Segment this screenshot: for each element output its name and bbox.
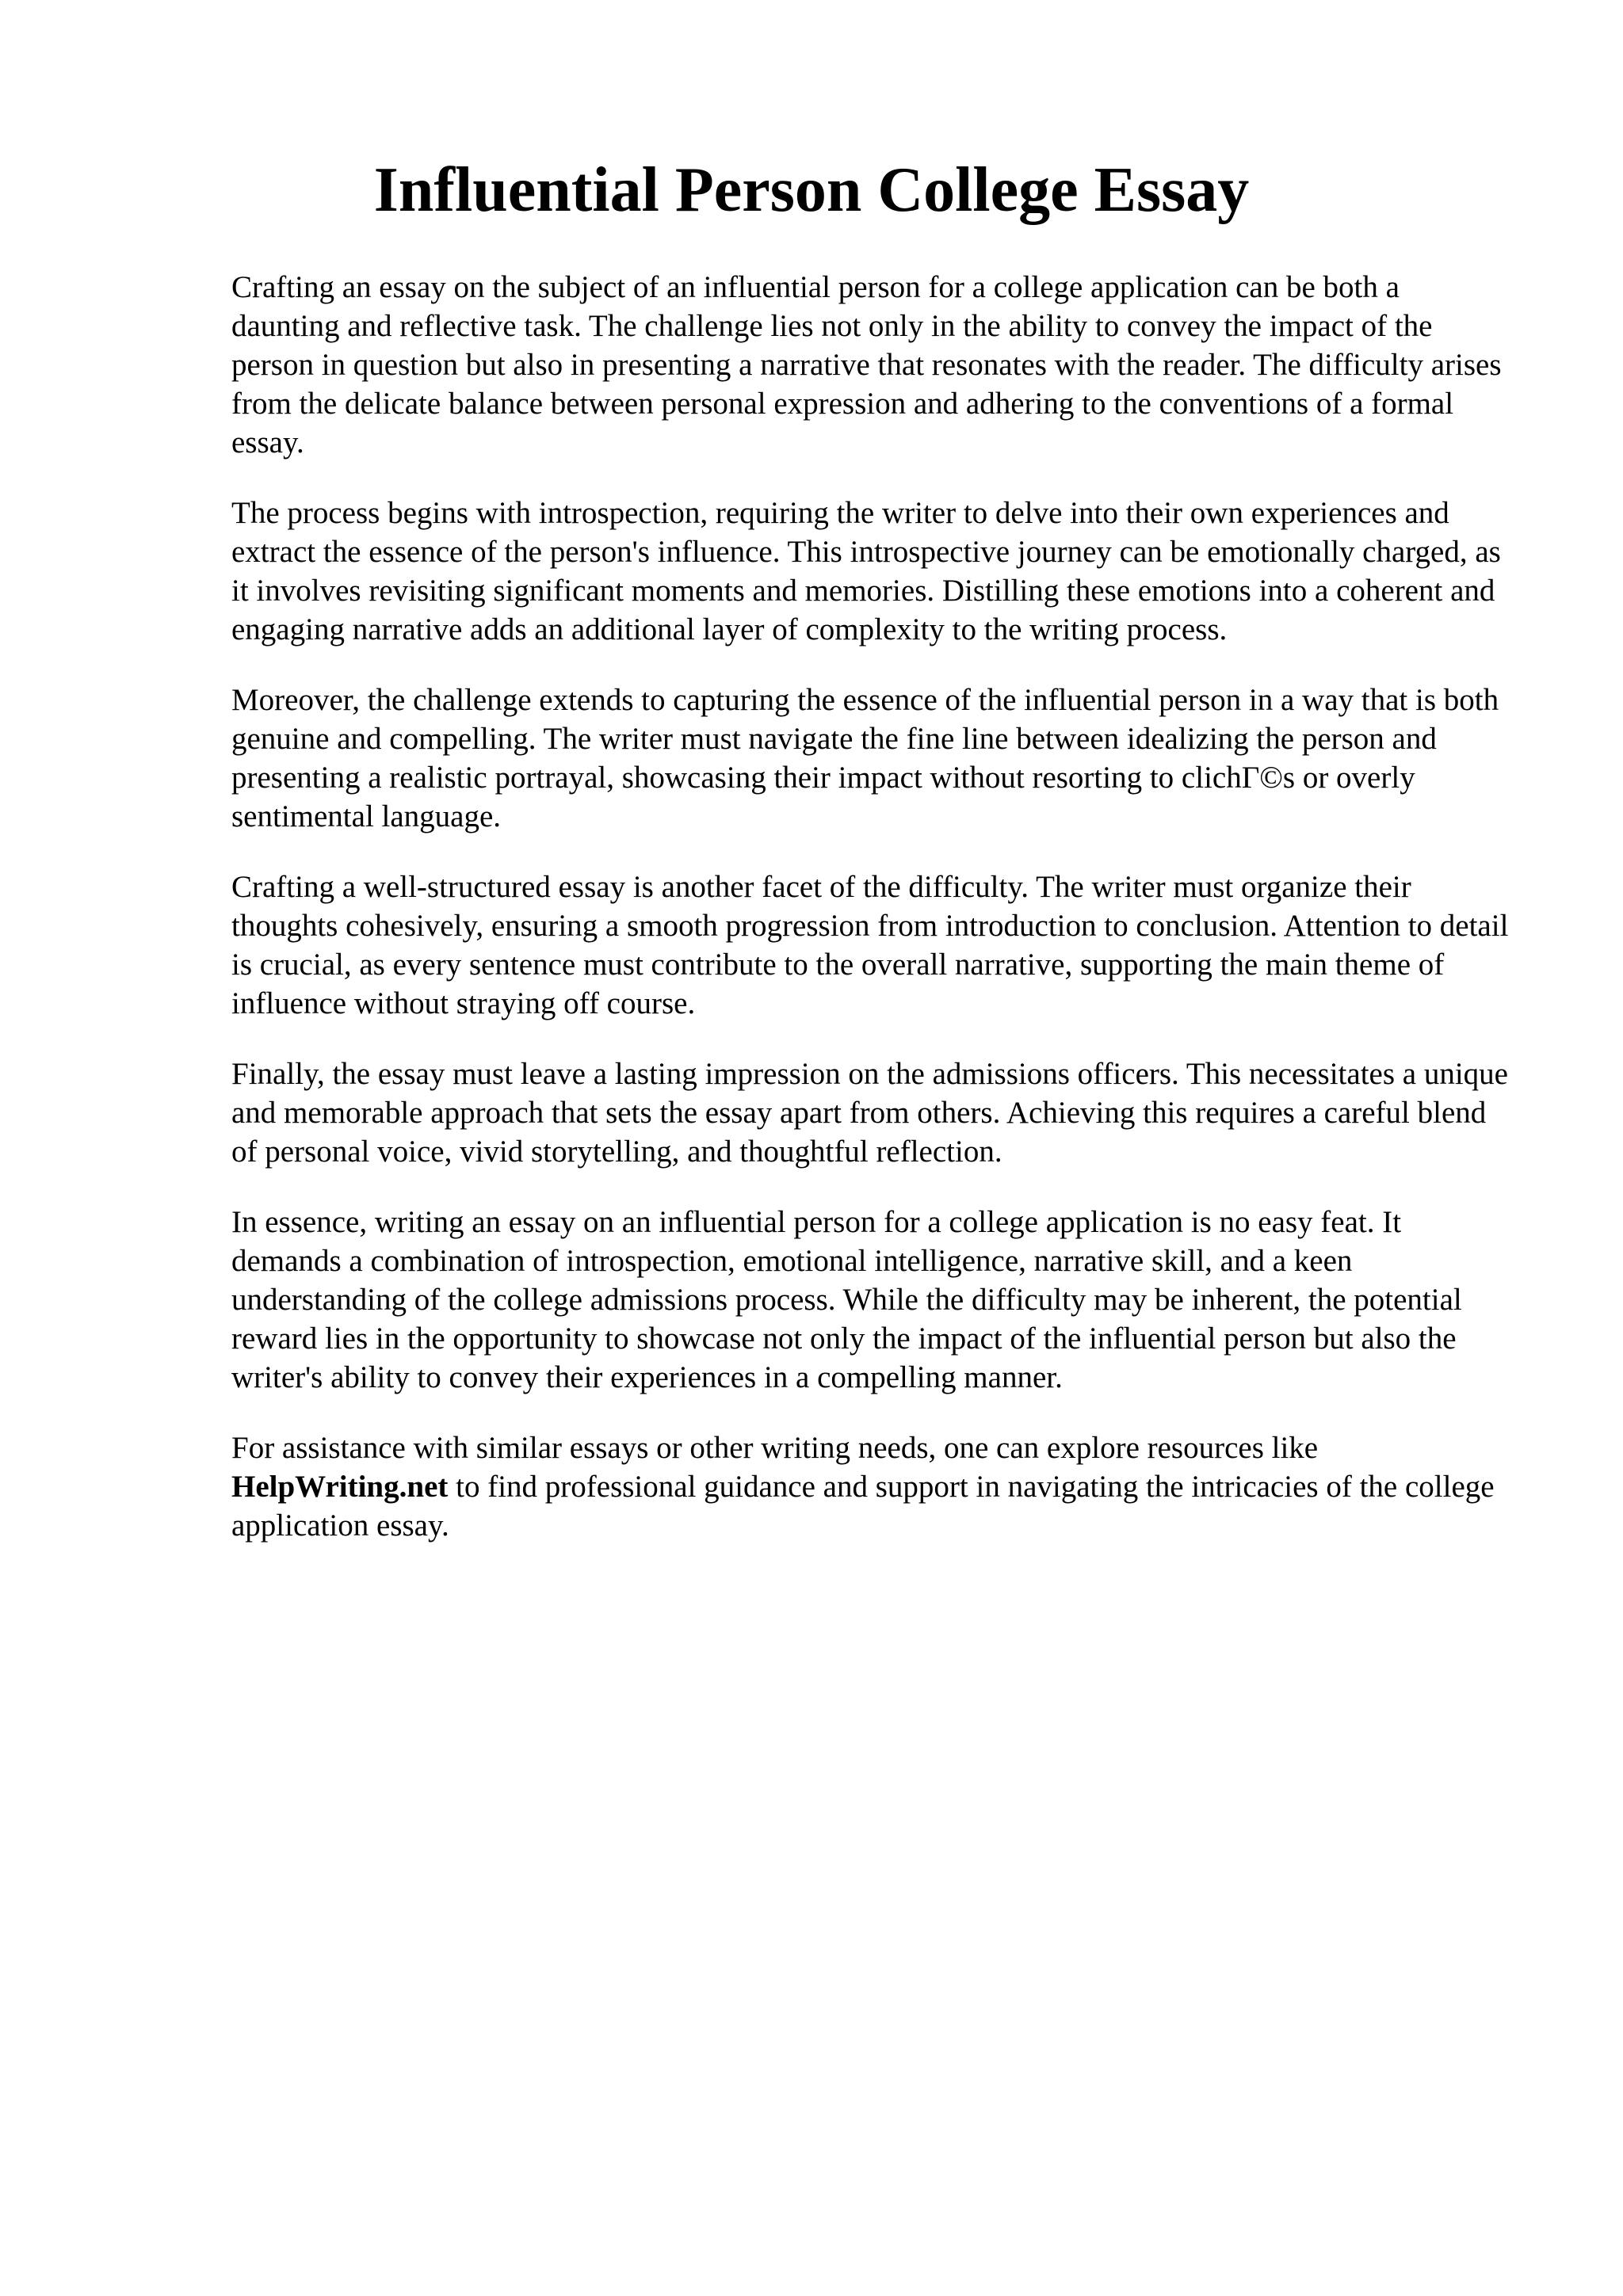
paragraph-5: Finally, the essay must leave a lasting impression on the admissions officers. This necessitates a unique and memorable approach that sets the essay apart from others. Achieving this requires a careful blend of personal voice, vivid storytelling, and thoughtful reflection. bbox=[231, 1057, 1508, 1169]
document-body bbox=[231, 268, 1515, 1577]
helpwriting-link[interactable]: HelpWriting.net bbox=[231, 1470, 449, 1504]
paragraph-1: Crafting an essay on the subject of an influential person for a college application can be both a daunting and reflective task. The challenge lies not only in the ability to convey the impact of the person in question but also in presenting a narrative that resonates with the reader. The difficulty arises from the delicate balance between personal expression and adhering to the conventions of a formal essay. bbox=[231, 270, 1502, 460]
closing-paragraph bbox=[231, 1428, 1515, 1545]
paragraph-2: The process begins with introspection, requiring the writer to delve into their own experiences and extract the essence of the person's influence. This introspective journey can be emotionally charged, as it involves revisiting significant moments and memories. Distilling these emotions into a coherent and engaging narrative adds an additional layer of complexity to the writing process. bbox=[231, 496, 1501, 646]
document-title: Influential Person College Essay bbox=[373, 155, 1250, 225]
closing-text-after: to find professional guidance and support in navigating the intricacies of the college application essay. bbox=[231, 1470, 1495, 1543]
paragraph-3: Moreover, the challenge extends to capturing the essence of the influential person in a way that is both genuine and compelling. The writer must navigate the fine line between idealizing the person and presenting a realistic portrayal, showcasing their impact without resorting to clichΓ©s or overly sentimental language. bbox=[231, 683, 1499, 833]
paragraph-6: In essence, writing an essay on an influential person for a college application is no easy feat. It demands a combination of introspection, emotional intelligence, narrative skill, and a keen understanding of the college admissions process. While the difficulty may be inherent, the potential reward lies in the opportunity to showcase not only the impact of the influential person but also the writer's ability to convey their experiences in a compelling manner. bbox=[231, 1205, 1462, 1394]
paragraph-4: Crafting a well-structured essay is another facet of the difficulty. The writer must organize their thoughts cohesively, ensuring a smooth progression from introduction to conclusion. Attention to detail is crucial, as every sentence must contribute to the overall narrative, supporting the main theme of influence without straying off course. bbox=[231, 870, 1509, 1020]
closing-text-before: For assistance with similar essays or other writing needs, one can explore resources like bbox=[231, 1431, 1319, 1465]
